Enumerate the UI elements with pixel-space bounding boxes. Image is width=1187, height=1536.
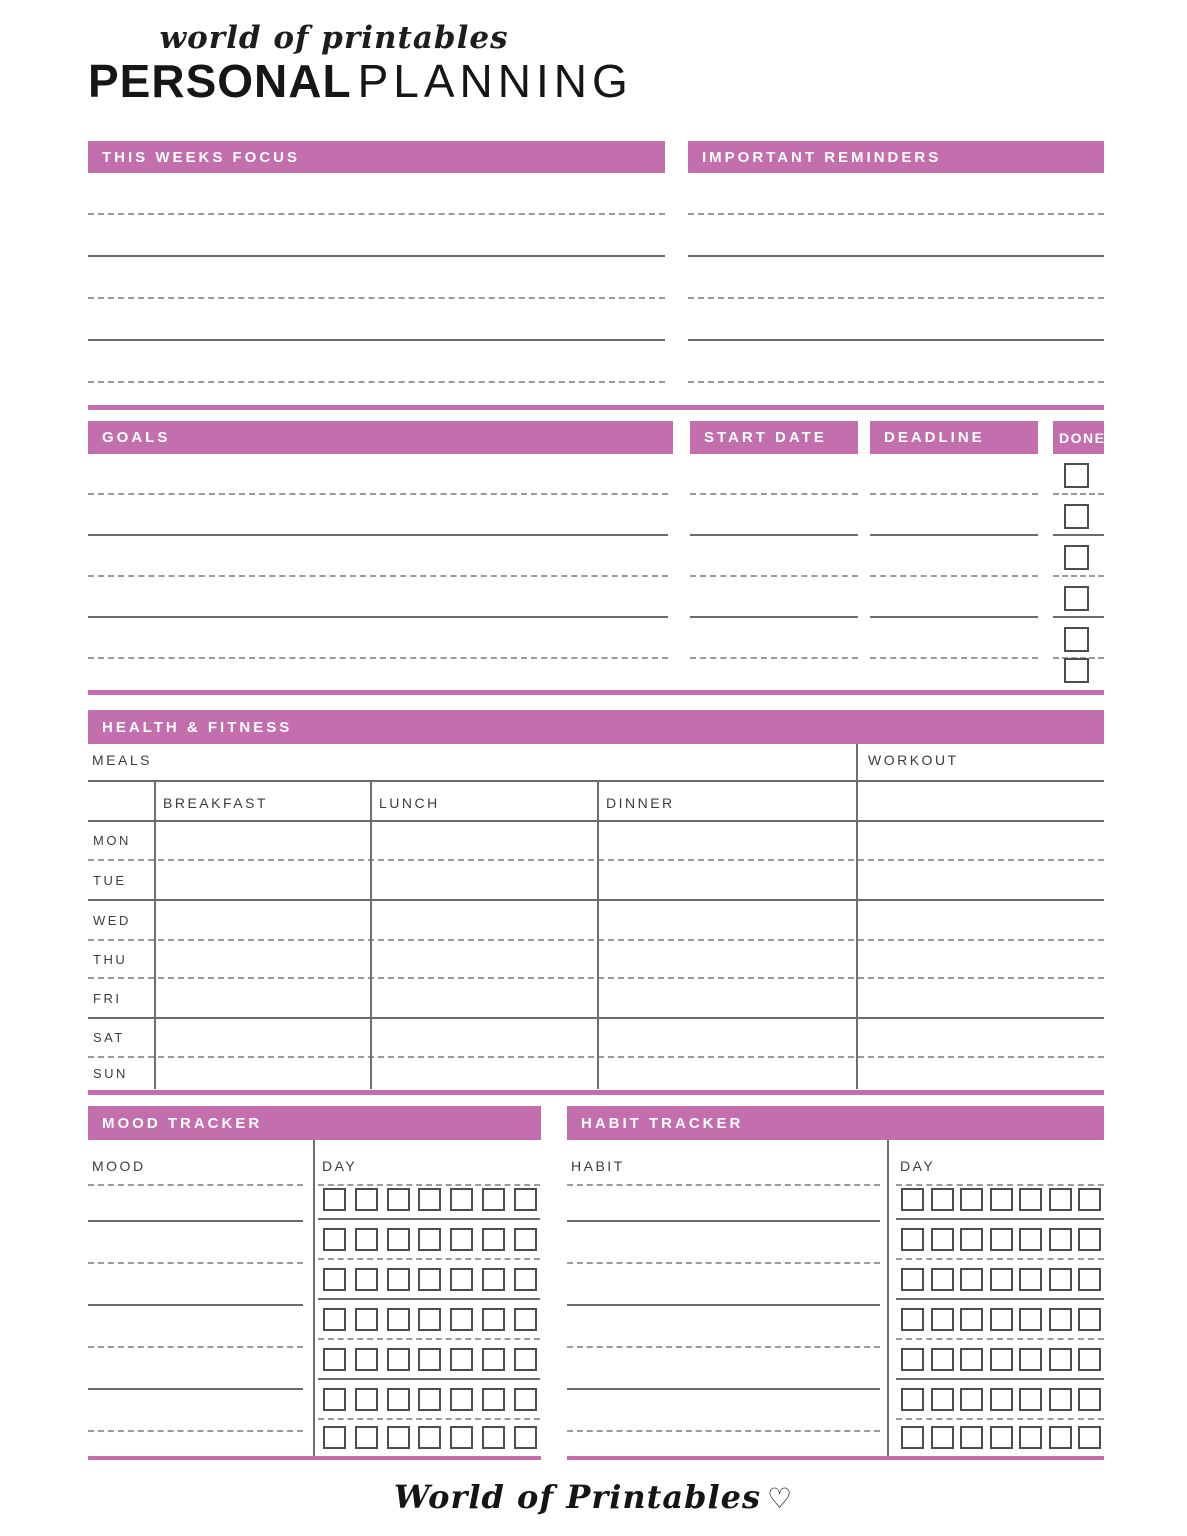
heart-icon: ♡ (767, 1482, 794, 1515)
day-checkbox[interactable] (450, 1188, 473, 1211)
day-checkbox[interactable] (514, 1188, 537, 1211)
mood-section-banner: MOOD TRACKER (88, 1106, 541, 1140)
ruled-line (567, 1390, 880, 1432)
day-checkbox[interactable] (355, 1268, 378, 1291)
ruled-line (88, 173, 665, 215)
meal-row (88, 1019, 1104, 1058)
done-checkbox[interactable] (1064, 504, 1089, 529)
day-checkbox[interactable] (1019, 1426, 1042, 1449)
footer-logo-text: World of Printables (393, 1478, 762, 1516)
day-checkbox[interactable] (901, 1348, 924, 1371)
reminders-lines (688, 173, 1104, 383)
day-checkbox[interactable] (323, 1188, 346, 1211)
day-label: MON (93, 833, 131, 848)
day-label: SAT (93, 1030, 125, 1045)
day-checkbox[interactable] (418, 1348, 441, 1371)
meal-row (88, 979, 1104, 1019)
title-planning: PLANNING (357, 55, 633, 107)
checkbox-row (896, 1260, 1104, 1300)
day-checkbox[interactable] (1078, 1308, 1101, 1331)
day-checkbox[interactable] (1049, 1228, 1072, 1251)
goals-deadline-header: DEADLINE (870, 421, 1038, 454)
lunch-dinner-divider (597, 780, 599, 1089)
goal-row (88, 495, 1104, 536)
day-checkbox[interactable] (418, 1268, 441, 1291)
meal-table-header (88, 780, 1104, 822)
checkbox-row (896, 1420, 1104, 1456)
done-checkbox[interactable] (1064, 658, 1089, 683)
day-checkbox[interactable] (355, 1228, 378, 1251)
checkbox-row (896, 1300, 1104, 1340)
breakfast-column-header: BREAKFAST (163, 795, 268, 811)
ruled-line (88, 257, 665, 299)
section-divider (567, 1456, 1104, 1460)
day-checkbox[interactable] (355, 1348, 378, 1371)
day-checkbox[interactable] (990, 1426, 1013, 1449)
day-checkbox[interactable] (990, 1348, 1013, 1371)
meal-row (88, 941, 1104, 979)
goal-row (88, 618, 1104, 659)
day-checkbox[interactable] (482, 1228, 505, 1251)
day-checkbox[interactable] (514, 1228, 537, 1251)
day-checkbox[interactable] (990, 1388, 1013, 1411)
section-divider (88, 690, 1104, 695)
ruled-line (688, 173, 1104, 215)
ruled-line (88, 1222, 303, 1264)
day-checkbox[interactable] (323, 1268, 346, 1291)
health-section-banner: HEALTH & FITNESS (88, 710, 1104, 744)
meal-row (88, 901, 1104, 941)
ruled-line (688, 299, 1104, 341)
habit-checkbox-grid (896, 1184, 1104, 1456)
day-column-divider (154, 780, 156, 1089)
day-checkbox[interactable] (482, 1308, 505, 1331)
day-label: WED (93, 912, 131, 928)
goals-start-date-header: START DATE (690, 421, 858, 454)
checkbox-row (318, 1260, 540, 1300)
day-checkbox[interactable] (514, 1268, 537, 1291)
day-checkbox[interactable] (960, 1308, 983, 1331)
ruled-line (88, 1264, 303, 1306)
checkbox-row (318, 1340, 540, 1380)
day-checkbox[interactable] (387, 1268, 410, 1291)
mood-lines (88, 1184, 303, 1432)
ruled-line (88, 1348, 303, 1390)
day-checkbox[interactable] (1049, 1308, 1072, 1331)
focus-section-banner: THIS WEEKS FOCUS (88, 141, 665, 173)
day-checkbox[interactable] (418, 1388, 441, 1411)
day-checkbox[interactable] (960, 1188, 983, 1211)
day-checkbox[interactable] (990, 1188, 1013, 1211)
day-checkbox[interactable] (960, 1348, 983, 1371)
day-checkbox[interactable] (355, 1388, 378, 1411)
workout-label: WORKOUT (868, 752, 959, 768)
habit-label: HABIT (571, 1158, 625, 1174)
day-checkbox[interactable] (482, 1388, 505, 1411)
ruled-line (88, 341, 665, 383)
ruled-line (688, 257, 1104, 299)
day-checkbox[interactable] (450, 1228, 473, 1251)
day-checkbox[interactable] (482, 1426, 505, 1449)
habit-column-divider (887, 1140, 889, 1456)
day-checkbox[interactable] (323, 1308, 346, 1331)
day-checkbox[interactable] (1019, 1228, 1042, 1251)
day-label: THU (93, 951, 128, 967)
meal-row (88, 1058, 1104, 1089)
brand-tagline: world of printables (159, 20, 509, 56)
day-checkbox[interactable] (1049, 1348, 1072, 1371)
title-personal: PERSONAL (88, 55, 352, 107)
goals-section-banner: GOALS (88, 421, 673, 454)
meals-label: MEALS (92, 752, 152, 768)
done-checkbox[interactable] (1064, 545, 1089, 570)
goals-rows (88, 454, 1104, 690)
checkbox-row (896, 1340, 1104, 1380)
day-checkbox[interactable] (323, 1228, 346, 1251)
day-checkbox[interactable] (1049, 1388, 1072, 1411)
ruled-line (88, 299, 665, 341)
day-checkbox[interactable] (990, 1228, 1013, 1251)
breakfast-lunch-divider (370, 780, 372, 1089)
section-divider (88, 1090, 1104, 1095)
meals-workout-divider (856, 744, 858, 1089)
day-checkbox[interactable] (450, 1348, 473, 1371)
day-checkbox[interactable] (901, 1388, 924, 1411)
day-checkbox[interactable] (960, 1268, 983, 1291)
goal-row (88, 536, 1104, 577)
ruled-line (567, 1222, 880, 1264)
day-checkbox[interactable] (418, 1308, 441, 1331)
ruled-line (688, 215, 1104, 257)
checkbox-row (896, 1220, 1104, 1260)
day-checkbox[interactable] (1049, 1426, 1072, 1449)
checkbox-row (318, 1420, 540, 1456)
day-checkbox[interactable] (482, 1268, 505, 1291)
day-checkbox[interactable] (514, 1308, 537, 1331)
meal-row (88, 822, 1104, 861)
day-checkbox[interactable] (1049, 1188, 1072, 1211)
day-checkbox[interactable] (387, 1188, 410, 1211)
ruled-line (88, 1184, 303, 1222)
day-checkbox[interactable] (1078, 1388, 1101, 1411)
day-checkbox[interactable] (901, 1228, 924, 1251)
day-checkbox[interactable] (931, 1308, 954, 1331)
habit-section-banner: HABIT TRACKER (567, 1106, 1104, 1140)
day-checkbox[interactable] (901, 1268, 924, 1291)
done-checkbox[interactable] (1064, 627, 1089, 652)
section-divider (88, 405, 1104, 410)
checkbox-row (896, 1184, 1104, 1220)
day-checkbox[interactable] (1019, 1348, 1042, 1371)
day-checkbox[interactable] (931, 1348, 954, 1371)
day-checkbox[interactable] (450, 1388, 473, 1411)
day-checkbox[interactable] (931, 1268, 954, 1291)
meal-table-rows (88, 822, 1104, 1089)
day-label: FRI (93, 990, 122, 1006)
goal-row (88, 454, 1104, 495)
day-checkbox[interactable] (1019, 1188, 1042, 1211)
day-checkbox[interactable] (960, 1426, 983, 1449)
day-checkbox[interactable] (901, 1308, 924, 1331)
day-checkbox[interactable] (1078, 1426, 1101, 1449)
meal-row (88, 861, 1104, 901)
day-checkbox[interactable] (355, 1188, 378, 1211)
day-checkbox[interactable] (990, 1308, 1013, 1331)
day-label: TUE (93, 872, 127, 888)
goals-done-header: DONE (1053, 421, 1104, 454)
day-checkbox[interactable] (387, 1228, 410, 1251)
day-checkbox[interactable] (323, 1348, 346, 1371)
day-checkbox[interactable] (1078, 1348, 1101, 1371)
day-checkbox[interactable] (387, 1426, 410, 1449)
day-checkbox[interactable] (901, 1188, 924, 1211)
day-checkbox[interactable] (323, 1388, 346, 1411)
goal-row (88, 577, 1104, 618)
reminders-section-banner: IMPORTANT REMINDERS (688, 141, 1104, 173)
day-checkbox[interactable] (1019, 1388, 1042, 1411)
day-checkbox[interactable] (514, 1348, 537, 1371)
day-checkbox[interactable] (387, 1348, 410, 1371)
ruled-line (88, 1306, 303, 1348)
day-checkbox[interactable] (514, 1426, 537, 1449)
checkbox-row (318, 1380, 540, 1420)
day-checkbox[interactable] (418, 1228, 441, 1251)
mood-day-label: DAY (322, 1158, 358, 1174)
goal-row (88, 659, 1104, 690)
day-checkbox[interactable] (1049, 1268, 1072, 1291)
checkbox-row (318, 1184, 540, 1220)
ruled-line (567, 1264, 880, 1306)
ruled-line (567, 1306, 880, 1348)
day-checkbox[interactable] (355, 1426, 378, 1449)
mood-label: MOOD (92, 1158, 146, 1174)
habit-lines (567, 1184, 880, 1432)
checkbox-row (896, 1380, 1104, 1420)
day-checkbox[interactable] (1078, 1228, 1101, 1251)
checkbox-row (318, 1300, 540, 1340)
day-checkbox[interactable] (931, 1188, 954, 1211)
focus-lines (88, 173, 665, 383)
habit-day-label: DAY (900, 1158, 936, 1174)
day-checkbox[interactable] (514, 1388, 537, 1411)
day-checkbox[interactable] (482, 1348, 505, 1371)
mood-checkbox-grid (318, 1184, 540, 1456)
footer-brand-logo (0, 1478, 1187, 1516)
ruled-line (88, 215, 665, 257)
day-checkbox[interactable] (387, 1308, 410, 1331)
day-checkbox[interactable] (1078, 1188, 1101, 1211)
done-checkbox[interactable] (1064, 463, 1089, 488)
day-checkbox[interactable] (450, 1268, 473, 1291)
day-checkbox[interactable] (355, 1308, 378, 1331)
page-title (88, 56, 633, 106)
day-checkbox[interactable] (450, 1426, 473, 1449)
day-checkbox[interactable] (931, 1426, 954, 1449)
day-checkbox[interactable] (418, 1426, 441, 1449)
ruled-line (88, 1390, 303, 1432)
day-checkbox[interactable] (387, 1388, 410, 1411)
dinner-column-header: DINNER (606, 795, 675, 811)
day-checkbox[interactable] (418, 1188, 441, 1211)
day-checkbox[interactable] (990, 1268, 1013, 1291)
day-label: SUN (93, 1066, 128, 1081)
day-checkbox[interactable] (960, 1228, 983, 1251)
lunch-column-header: LUNCH (379, 795, 440, 811)
section-divider (88, 1456, 541, 1460)
day-checkbox[interactable] (1019, 1308, 1042, 1331)
ruled-line (567, 1184, 880, 1222)
day-checkbox[interactable] (931, 1228, 954, 1251)
day-checkbox[interactable] (323, 1426, 346, 1449)
day-checkbox[interactable] (450, 1308, 473, 1331)
done-checkbox[interactable] (1064, 586, 1089, 611)
day-checkbox[interactable] (960, 1388, 983, 1411)
day-checkbox[interactable] (901, 1426, 924, 1449)
mood-column-divider (313, 1140, 315, 1456)
day-checkbox[interactable] (931, 1388, 954, 1411)
checkbox-row (318, 1220, 540, 1260)
day-checkbox[interactable] (1078, 1268, 1101, 1291)
ruled-line (567, 1348, 880, 1390)
day-checkbox[interactable] (1019, 1268, 1042, 1291)
day-checkbox[interactable] (482, 1188, 505, 1211)
ruled-line (688, 341, 1104, 383)
